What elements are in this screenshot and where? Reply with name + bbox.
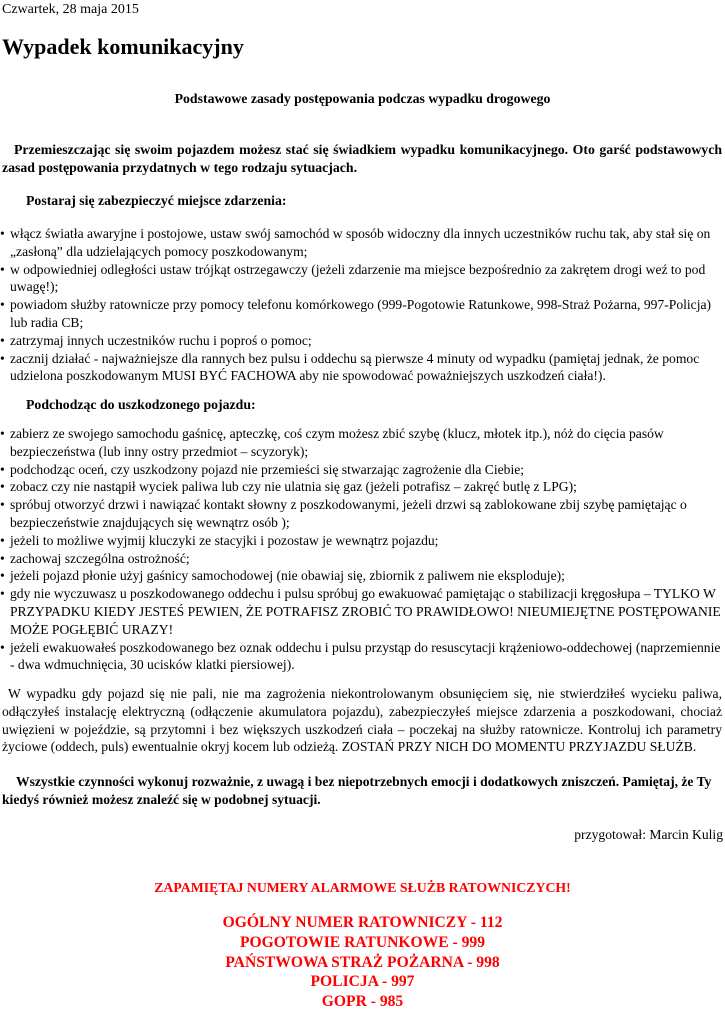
emergency-number: GOPR - 985 <box>321 993 404 1011</box>
secure-scene-list <box>0 225 722 385</box>
intro-paragraph: Przemieszczając się swoim pojazdem możesz stać się świadkiem wypadku komunikacyjnego. Oto garść podstawowych zasad postępowania przydatnych w tego rodzaju sytuacjach. <box>2 142 722 175</box>
closing-paragraph: Wszystkie czynności wykonuj rozważnie, z uwagą i bez niepotrzebnych emocji i dodatkowych zniszczeń. Pamiętaj, że Ty kiedyś również możesz znaleźć się w podobnej sytuacji. <box>2 774 712 807</box>
list-item: • jeżeli pojazd płonie użyj gaśnicy samochodowej (nie obawiaj się, zbiornik z paliwem nie eksploduje); <box>0 567 722 585</box>
list-item: • podchodząc oceń, czy uszkodzony pojazd nie przemieści się stwarzając zagrożenie dla Ciebie; <box>0 461 722 479</box>
waiting-paragraph: W wypadku gdy pojazd się nie pali, nie ma zagrożenia niekontrolowanym obsunięciem się, nie stwierdziłeś wycieku paliwa, odłączyłeś instalację elektryczną (odłączenie akumulatora pojazdu), zabezpieczyłeś miejsce zdarzenia a poszkodowani, chociaż uwięzieni w pojeździe, są przytomni i bez większych uszkodzeń ciała – poczekaj na służby ratownicze. Kontroluj ich parametry życiowe (oddech, puls) ewentualnie okryj kocem lub odzieżą. ZOSTAŃ PRZY NICH DO MOMENTU PRZYJAZDU SŁUŻB. <box>2 686 722 755</box>
list-item: • w odpowiedniej odległości ustaw trójkąt ostrzegawczy (jeżeli zdarzenie ma miejsce bezpośrednio za zakrętem drogi weź to pod uwagę!); <box>0 261 722 297</box>
list-item: • zabierz ze swojego samochodu gaśnicę, apteczkę, coś czym możesz zbić szybę (klucz, młotek itp.), nóż do cięcia pasów bezpieczeństwa (lub inny ostry przedmiot – scyzoryk); <box>0 425 722 461</box>
list-item: • zachowaj szczególna ostrożność; <box>0 550 722 568</box>
author-credit: przygotował: Marcin Kulig <box>574 827 723 842</box>
emergency-number: POGOTOWIE RATUNKOWE - 999 <box>239 933 486 951</box>
emergency-number: PAŃSTWOWA STRAŻ POŻARNA - 998 <box>225 953 500 971</box>
list-item: • spróbuj otworzyć drzwi i nawiązać kontakt słowny z poszkodowanymi, jeżeli drzwi są zablokowane zbij szybę pamiętając o bezpieczeństwie znajdujących się wewnątrz osób ); <box>0 496 722 532</box>
emergency-number: OGÓLNY NUMER RATOWNICZY - 112 <box>222 914 503 931</box>
approach-vehicle-list <box>0 425 722 674</box>
list-item: • gdy nie wyczuwasz u poszkodowanego oddechu i pulsu spróbuj go ewakuować pamiętając o stabilizacji kręgosłupa – TYLKO W PRZYPADKU KIEDY JESTEŚ PEWIEN, ŻE POTRAFISZ ZROBIĆ TO PRAWIDŁOWO! NIEUMIEJĘTNE POSTĘPOWANIE MOŻE POGŁĘBIĆ URAZY! <box>0 585 722 638</box>
list-item: • jeżeli ewakuowałeś poszkodowanego bez oznak oddechu i pulsu przystąp do resuscytacji krążeniowo-oddechowej (naprzemiennie - dwa wdmuchnięcia, 30 ucisków klatki piersiowej). <box>0 639 722 675</box>
date-line: Czwartek, 28 maja 2015 <box>2 2 139 17</box>
list-item: • zatrzymaj innych uczestników ruchu i poproś o pomoc; <box>0 332 722 350</box>
list-item: • zacznij działać - najważniejsze dla rannych bez pulsu i oddechu są pierwsze 4 minuty od wypadku (pamiętaj jednak, że pomoc udzielona poszkodowanym MUSI BYĆ FACHOWA aby nie spowodować poważniejszych uszkodzeń ciała!). <box>0 350 722 386</box>
page-title: Wypadek komunikacyjny <box>2 34 244 59</box>
section-heading-approach-vehicle: Podchodząc do uszkodzonego pojazdu: <box>26 397 256 412</box>
emergency-numbers-list <box>0 913 725 1012</box>
list-item: • zobacz czy nie nastąpił wyciek paliwa lub czy nie ulatnia się gaz (jeżeli potrafisz – zakręć butlę z LPG); <box>0 478 722 496</box>
list-item: • powiadom służby ratownicze przy pomocy telefonu komórkowego (999-Pogotowie Ratunkowe, 998-Straż Pożarna, 997-Policja) lub radia CB; <box>0 296 722 332</box>
alert-heading: ZAPAMIĘTAJ NUMERY ALARMOWE SŁUŻB RATOWNICZYCH! <box>154 880 571 895</box>
subtitle: Podstawowe zasady postępowania podczas wypadku drogowego <box>174 91 551 106</box>
emergency-number: POLICJA - 997 <box>310 973 415 991</box>
list-item: • włącz światła awaryjne i postojowe, ustaw swój samochód w sposób widoczny dla innych uczestników ruchu tak, aby stał się on „zasłoną” dla udzielających pomocy poszkodowanym; <box>0 225 722 261</box>
list-item: • jeżeli to możliwe wyjmij kluczyki ze stacyjki i pozostaw je wewnątrz pojazdu; <box>0 532 722 550</box>
section-heading-secure-scene: Postaraj się zabezpieczyć miejsce zdarzenia: <box>26 193 287 208</box>
